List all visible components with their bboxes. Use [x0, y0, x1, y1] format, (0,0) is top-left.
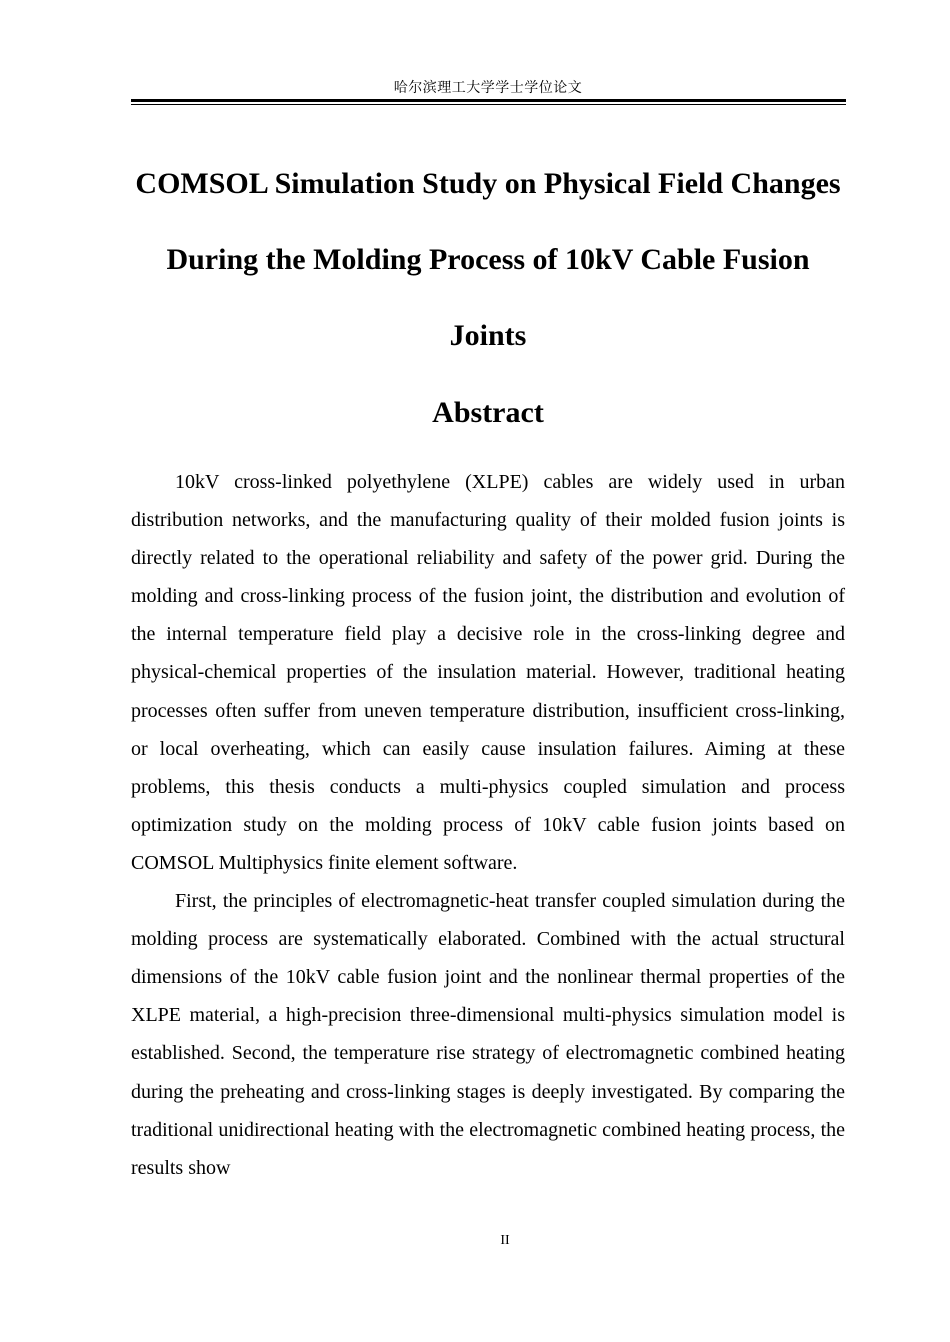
- running-header: 哈尔滨理工大学学士学位论文: [393, 80, 583, 96]
- page-number: II: [500, 1233, 510, 1248]
- abstract-body: [131, 463, 845, 1187]
- thesis-title: COMSOL Simulation Study on Physical Field Changes During the Molding Process of 10kV Cable Fusion Joints: [135, 167, 841, 352]
- header-rule-thin: [131, 104, 846, 105]
- header-rule-thick: [131, 99, 846, 102]
- abstract-paragraph-2: First, the principles of electromagnetic-heat transfer coupled simulation during the molding process are systematically elaborated. Combined with the actual structural dimensions of the 10kV cable fusion joint and the nonlinear thermal properties of the XLPE material, a high-precision three-dimensional multi-physics simulation model is established. Second, the temperature rise strategy of electromagnetic combined heating during the preheating and cross-linking stages is deeply investigated. By comparing the traditional unidirectional heating with the electromagnetic combined heating process, the results show: [131, 890, 845, 1179]
- abstract-heading: Abstract: [432, 396, 544, 429]
- abstract-paragraph-1: 10kV cross-linked polyethylene (XLPE) cables are widely used in urban distribution networks, and the manufacturing quality of their molded fusion joints is directly related to the operational reliability and safety of the power grid. During the molding and cross-linking process of the fusion joint, the distribution and evolution of the internal temperature field play a decisive role in the cross-linking degree and physical-chemical properties of the insulation material. However, traditional heating processes often suffer from uneven temperature distribution, insufficient cross-linking, or local overheating, which can easily cause insulation failures. Aiming at these problems, this thesis conducts a multi-physics coupled simulation and process optimization study on the molding process of 10kV cable fusion joints based on COMSOL Multiphysics finite element software.: [131, 471, 845, 874]
